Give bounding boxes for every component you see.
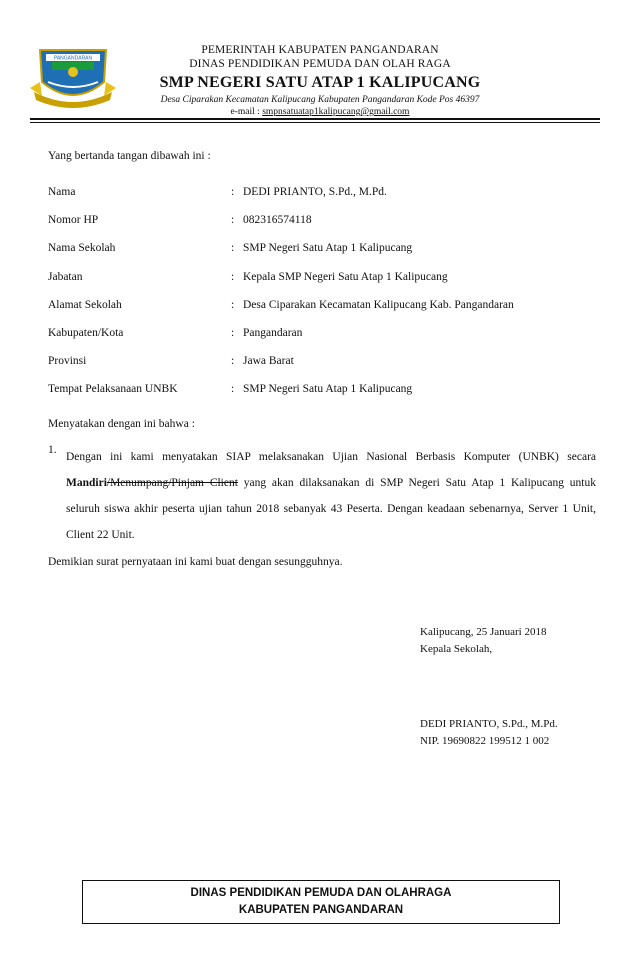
field-row: Alamat Sekolah : Desa Ciparakan Kecamatan Kalipucang Kab. Pangandaran [48,298,514,311]
field-label: Tempat Pelaksanaan UNBK [48,383,178,396]
letterhead [120,43,520,118]
letterhead-divider-thin [30,122,600,123]
regency-coat-of-arms-icon [30,42,116,112]
field-label: Nomor HP [48,214,99,227]
signature-block [420,716,558,750]
item-text-part2: yang akan dilaksanakan di SMP Negeri Satu Atap 1 Kalipucang untuk seluruh siswa akhir peserta ujian tahun 2018 sebanyak 43 Peserta. Dengan keadaan sebenarnya, Server 1 Unit, Client 22 Unit. [66,477,596,541]
declaration-intro: Menyatakan dengan ini bahwa : [48,418,195,430]
letterhead-government: PEMERINTAH KABUPATEN PANGANDARAN [201,44,439,56]
field-row: Nama Sekolah : SMP Negeri Satu Atap 1 Kalipucang [48,242,413,255]
footer-line2: KABUPATEN PANGANDARAN [238,904,404,916]
signer-nip: NIP. 19690822 199512 1 002 [420,735,550,747]
item-text-part1: Dengan ini kami menyatakan SIAP melaksanakan Ujian Nasional Berbasis Komputer (UNBK) secara [66,451,596,463]
item-mode-struck: /Menumpang/Pinjam Client [106,477,238,489]
field-value: Desa Ciparakan Kecamatan Kalipucang Kab. Pangandaran [243,298,514,311]
field-row: Tempat Pelaksanaan UNBK : SMP Negeri Satu Atap 1 Kalipucang [48,383,413,396]
letterhead-school-name: SMP NEGERI SATU ATAP 1 KALIPUCANG [159,74,481,91]
signer-name: DEDI PRIANTO, S.Pd., M.Pd. [420,718,558,730]
field-value: Jawa Barat [243,355,294,368]
signature-header [420,624,546,658]
field-row: Nama : DEDI PRIANTO, S.Pd., M.Pd. [48,186,387,198]
item-number: 1. [48,444,57,456]
closing-statement: Demikian surat pernyataan ini kami buat dengan sesungguhnya. [48,556,343,568]
letterhead-email-line [120,106,520,118]
field-label: Nama [48,186,76,198]
field-label: Alamat Sekolah [48,298,122,311]
field-label: Jabatan [48,270,83,283]
field-value: Pangandaran [243,326,303,339]
field-value: Kepala SMP Negeri Satu Atap 1 Kalipucang [243,270,448,283]
identity-fields [48,186,608,412]
letterhead-department: DINAS PENDIDIKAN PEMUDA DAN OLAH RAGA [189,58,451,70]
field-value: SMP Negeri Satu Atap 1 Kalipucang [243,242,413,255]
letterhead-address: Desa Ciparakan Kecamatan Kalipucang Kabupaten Pangandaran Kode Pos 46397 [160,95,480,105]
footer-line1: DINAS PENDIDIKAN PEMUDA DAN OLAHRAGA [190,887,452,899]
intro-text: Yang bertanda tangan dibawah ini : [48,150,211,162]
field-value: DEDI PRIANTO, S.Pd., M.Pd. [243,186,387,198]
email-link[interactable]: smpnsatuatap1kalipucang@gmail.com [262,107,410,117]
place-date: Kalipucang, 25 Januari 2018 [420,626,547,638]
logo-text: PANGANDARAN [53,55,93,62]
field-label: Kabupaten/Kota [48,326,124,339]
field-value: 082316574118 [243,214,312,227]
footer-box [82,880,560,924]
item-mode-mandiri: Mandiri [66,477,107,489]
signer-position: Kepala Sekolah, [420,643,493,655]
letterhead-divider-thick [30,118,600,120]
field-row: Provinsi : Jawa Barat [48,355,294,368]
field-row: Kabupaten/Kota : Pangandaran [48,326,303,339]
email-label: e-mail : [230,107,260,117]
field-row: Jabatan : Kepala SMP Negeri Satu Atap 1 Kalipucang [48,270,448,283]
field-value: SMP Negeri Satu Atap 1 Kalipucang [243,383,413,396]
field-row: Nomor HP : 082316574118 [48,214,312,227]
field-label: Provinsi [48,355,87,368]
field-label: Nama Sekolah [48,242,116,255]
item-text [66,444,596,548]
